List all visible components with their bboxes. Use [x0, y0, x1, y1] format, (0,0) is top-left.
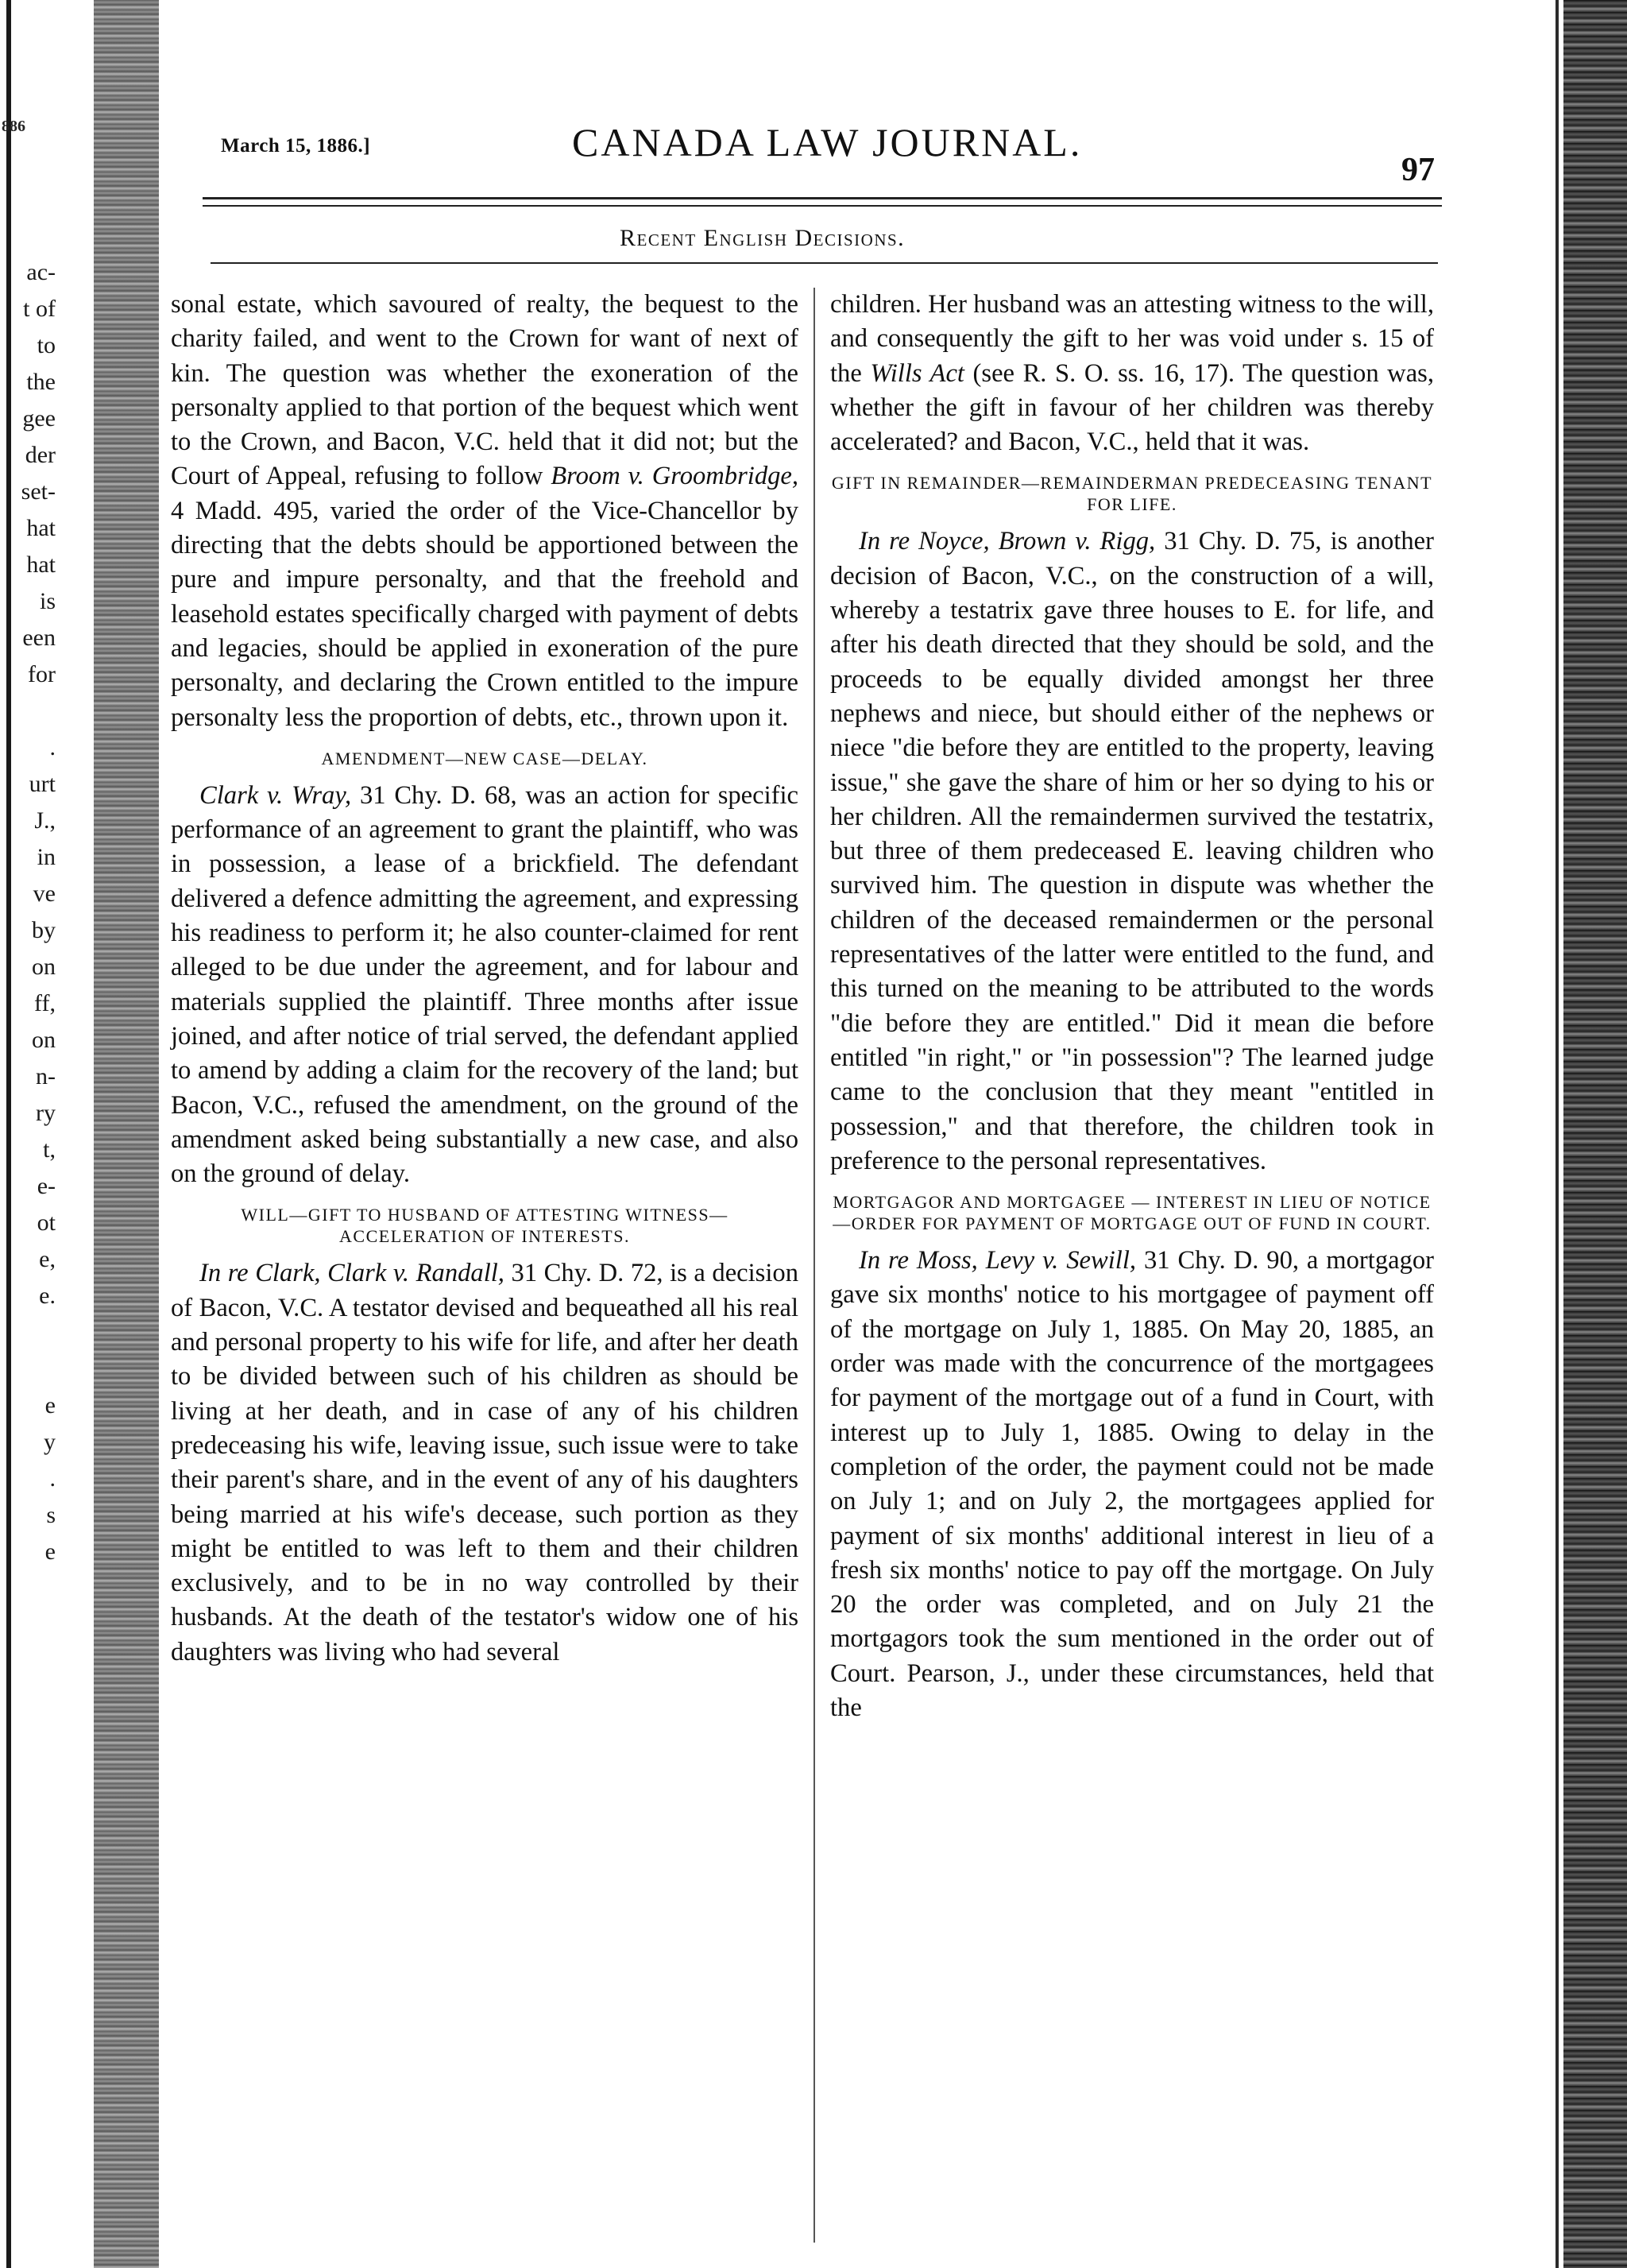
margin-fragment: hat — [26, 515, 56, 541]
margin-fragment: hat — [26, 552, 56, 578]
case-citation: Clark v. Wray, — [199, 780, 352, 810]
left-column — [171, 288, 798, 1670]
margin-fragment: gee — [22, 405, 56, 432]
margin-fragment: der — [25, 442, 56, 468]
column-divider — [814, 288, 815, 2243]
margin-fragment — [5, 1351, 56, 1388]
statute-citation: Wills Act — [870, 358, 964, 388]
margin-fragment: to — [37, 332, 56, 358]
margin-fragment: e- — [37, 1173, 56, 1199]
margin-text-fragments — [5, 254, 56, 1570]
header-date: March 15, 1886.] — [221, 135, 371, 157]
right-column — [830, 288, 1434, 1725]
paragraph: sonal estate, which savoured of realty, the bequest to the charity failed, and went to the Crown for want of next of kin. The question was whether the exoneration of the personalty applied to that portion of the bequest which went to the Crown, and Bacon, V.C. held that it did not; but the Court of Appeal, refusing to follow Broom v. Groombridge, 4 Madd. 495, varied the order of the Vice-Chancellor by directing that the debts should be apportioned between the pure and impure personalty, and that the freehold and leasehold estates specifically charged with payment of debts and legacies, should be applied in exoneration of the pure personalty, and declaring the Crown entitled to the impure personalty less the proportion of debts, etc., thrown upon it. — [171, 290, 799, 732]
margin-fragment: is — [39, 588, 56, 614]
page-number: 97 — [1401, 152, 1435, 188]
margin-fragment: ve — [33, 880, 56, 907]
left-edge-shadow — [94, 0, 159, 2268]
margin-fragment: e — [44, 1538, 56, 1565]
margin-page-fragment: 886 — [2, 118, 25, 135]
margin-fragment: set- — [21, 478, 56, 505]
margin-fragment: e, — [39, 1246, 56, 1272]
margin-fragment: on — [32, 954, 56, 980]
margin-fragment: ry — [36, 1100, 56, 1126]
section-heading: AMENDMENT—NEW CASE—DELAY. — [321, 748, 648, 768]
section-heading: GIFT IN REMAINDER—REMAINDERMAN PREDECEASING TENANT FOR LIFE. — [831, 473, 1433, 515]
margin-fragment: by — [32, 917, 56, 943]
section-heading: WILL—GIFT TO HUSBAND OF ATTESTING WITNESS—ACCELERATION OF INTERESTS. — [241, 1205, 728, 1247]
case-citation: Broom v. Groombridge, — [551, 462, 799, 491]
margin-fragment: ac- — [26, 259, 56, 285]
margin-fragment — [5, 693, 56, 730]
section-heading: MORTGAGOR AND MORTGAGEE — INTEREST IN LIEU OF NOTICE—ORDER FOR PAYMENT OF MORTGAGE OUT OF FUND IN COURT. — [833, 1192, 1432, 1234]
paragraph: children. Her husband was an attesting witness to the will, and consequently the gift to her was void under s. 15 of the Wills Act (see R. S. O. ss. 16, 17). The question was, whether the gift in favour of her children was thereby accelerated? and Bacon, V.C., held that it was. — [830, 290, 1434, 457]
case-citation: In re Clark, Clark v. Randall, — [199, 1259, 504, 1288]
margin-fragment: J., — [34, 807, 56, 834]
header-rule-top — [203, 197, 1442, 199]
paragraph: In re Moss, Levy v. Sewill, 31 Chy. D. 90, a mortgagor gave six months' notice to his mortgagee of payment off of the mortgage on July 1, 1885. On May 20, 1885, an order was made with the concurrence of the mortgagees for payment of the mortgage out of a fund in Court, with interest up to July 1, 1885. Owing to delay in the completion of the order, the payment could not be made on July 1; and on July 2, the mortgagees applied for payment of six months' additional interest in lieu of a fresh six months' notice to pay off the mortgage. On July 20 the order was completed, and on July 21 the mortgagors took the sum mentioned in the order out of Court. Pearson, J., under these circumstances, held that the — [830, 1246, 1434, 1722]
margin-fragment: the — [26, 369, 56, 395]
margin-fragment: e. — [39, 1283, 56, 1309]
margin-fragment: in — [37, 844, 56, 870]
margin-fragment: urt — [29, 771, 56, 797]
margin-fragment: t, — [43, 1136, 56, 1163]
paragraph: In re Noyce, Brown v. Rigg, 31 Chy. D. 75, is another decision of Bacon, V.C., on the construction of a will, whereby a testatrix gave three houses to E. for life, and after his death directed that they should be sold, and the proceeds to be equally divided amongst her three nephews and niece, but should either of the nephews or niece "die before they are entitled to the property, leaving issue," she gave the share of him or her so dying to his or her children. All the remaindermen survived the testatrix, but three of them predeceased E. leaving children who survived him. The question in dispute was whether the children of the deceased remaindermen or the personal representatives of the latter were entitled to the fund, and this turned on the meaning to be attributed to the words "die before they are entitled." Did it mean die before entitled "in right," or "in possession"? The learned judge came to the conclusion that they meant "entitled in possession," and that therefore, the children took in preference to the personal representatives. — [830, 527, 1434, 1175]
margin-fragment: t of — [23, 296, 56, 322]
right-page-edge — [1563, 0, 1627, 2268]
margin-fragment: . — [49, 734, 56, 761]
margin-fragment: een — [22, 625, 56, 651]
right-edge-line — [1556, 0, 1559, 2268]
margin-fragment — [5, 1314, 56, 1351]
margin-fragment: ff, — [34, 990, 56, 1016]
running-head-rule — [211, 262, 1438, 264]
margin-fragment: on — [32, 1027, 56, 1053]
margin-fragment: e — [44, 1392, 56, 1418]
paragraph: Clark v. Wray, 31 Chy. D. 68, was an action for specific performance of an agreement to grant the plaintiff, who was in possession, a lease of a brickfield. The defendant delivered a defence admitting the agreement, and expressing his readiness to perform it; he also counter-claimed for rent alleged to be due under the agreement, and for labour and materials supplied the plaintiff. Three months after issue joined, and after notice of trial served, the defendant applied to amend by adding a claim for the recovery of the land; but Bacon, V.C., refused the amendment, on the ground of the amendment asked being substantially a new case, and also on the ground of delay. — [171, 780, 798, 1189]
margin-fragment: s — [46, 1502, 56, 1528]
margin-fragment: n- — [36, 1063, 56, 1089]
paragraph: In re Clark, Clark v. Randall, 31 Chy. D. 72, is a decision of Bacon, V.C. A testator devised and bequeathed all his real and personal property to his wife for life, and after her death to be divided between such of his children as should be living at her death, and in case of any of his children predeceasing his wife, leaving issue, such issue were to take their parent's share, and in the event of any of his daughters being married at his wife's decease, such portion as they might be entitled to was left to them and their children exclusively, and to be in no way controlled by their husbands. At the death of the testator's widow one of his daughters was living who had several — [171, 1259, 798, 1666]
margin-fragment: for — [28, 661, 56, 687]
running-head: Recent English Decisions. — [620, 225, 906, 251]
case-citation: In re Noyce, Brown v. Rigg, — [859, 527, 1156, 556]
case-citation: In re Moss, Levy v. Sewill, — [859, 1246, 1137, 1275]
margin-fragment: ot — [37, 1209, 56, 1236]
journal-title: CANADA LAW JOURNAL. — [572, 120, 1083, 164]
margin-fragment: . — [49, 1465, 56, 1492]
margin-fragment: y — [44, 1429, 56, 1455]
header-rule-bottom — [203, 205, 1442, 207]
